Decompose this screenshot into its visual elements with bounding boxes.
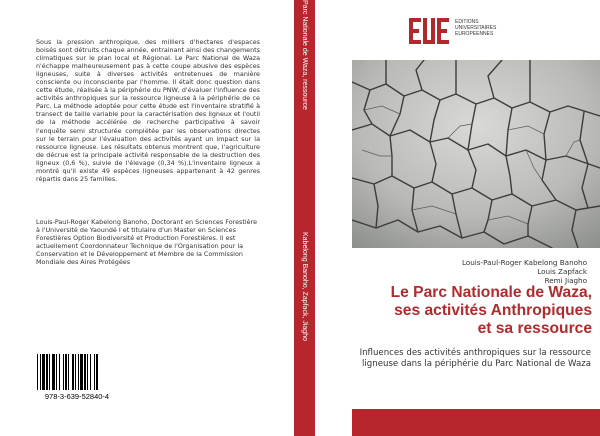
cracked-earth-image (352, 60, 600, 248)
back-cover (0, 0, 294, 436)
isbn-number: 978-3-639-52840-4 (44, 392, 110, 401)
title-line: Le Parc Nationale de Waza, (390, 284, 592, 301)
authors-list (462, 258, 587, 285)
spine-authors-text: Kabelong Banoho, Zapfack, Jiagho (301, 232, 308, 341)
front-cover (315, 0, 600, 436)
book-title (332, 284, 592, 338)
publisher-logo (409, 14, 569, 50)
publisher-name (455, 19, 496, 37)
book-subtitle: Influences des activités anthropiques sur la ressource ligneuse dans la périphérie du Parc National de Waza (359, 348, 591, 369)
title-line: ses activités Anthropiques (394, 302, 592, 319)
author-biography: Louis-Paul-Roger Kabelong Banoho, Doctorant en Sciences Forestière à l'Université de Yaoundé I et titulaire d'un Master en Sciences Forestières Option Biodiversité et Production Forestières. Il est actuellement Coordonnateur Technique de l'Organisation pour la Conservation et le Développement et Membre de la Commission Mondiale des Aires Protégées (36, 218, 258, 267)
barcode (34, 352, 120, 404)
eue-logo-icon (409, 18, 449, 44)
title-line: et sa ressource (477, 320, 592, 337)
publisher-line-3: EUROPEENNES (455, 31, 494, 37)
author-name: Louis Zapfack (537, 267, 587, 276)
spine-authors (294, 0, 315, 436)
book-spine (294, 0, 315, 436)
spine-title-text: Parc Nationale de Waza, ressource (301, 0, 308, 110)
publisher-line-1: EDITIONS (455, 19, 479, 25)
back-cover-summary: Sous la pression anthropique, des milliers d'hectares d'espaces boisés sont détruits chaque année, entrainant ainsi des changements climatiques sur le plan local et Régional. Le Parc National de Waza n'échappe malheureusement pas à cette coupe abusive des espèces ligneuses, suite à diverses activités entretenues de manière consciente ou inconsciente par l'homme. Il était donc question dans cette étude, réalisée à la périphérie du PNW, d'évaluer l'influence des activités anthropiques sur la ressource ligneuse à la périphérie de ce Parc. La méthode adoptée pour cette étude est l'inventaire stratifié à transect de taille variable pour la caractérisation des ligneux et l'outil de la méthode accélérée de recherche participative à savoir l'enquête semi structurée complétée par les observations directes sur le terrain pour l'évaluation des activités ayant un impact sur la ressource ligneuse. Les résultats obtenus montrent que, l'agriculture de décrue est la principale activité responsable de la destruction des ligneux (0,6 %), suivie de l'élevage (0,34 %).L'inventaire ligneux a montré qu'il existe 49 espèces ligneuses appartenant à 42 genres répartis dans 25 familles. (36, 38, 260, 183)
publisher-line-2: UNIVERSITAIRES (455, 25, 497, 31)
barcode-icon (34, 352, 120, 392)
author-name: Louis-Paul-Roger Kabelong Banoho (461, 258, 587, 267)
author-name: Remi Jiagho (544, 276, 587, 285)
bottom-accent-bar (352, 409, 600, 436)
cracked-earth-graphic (352, 60, 600, 248)
